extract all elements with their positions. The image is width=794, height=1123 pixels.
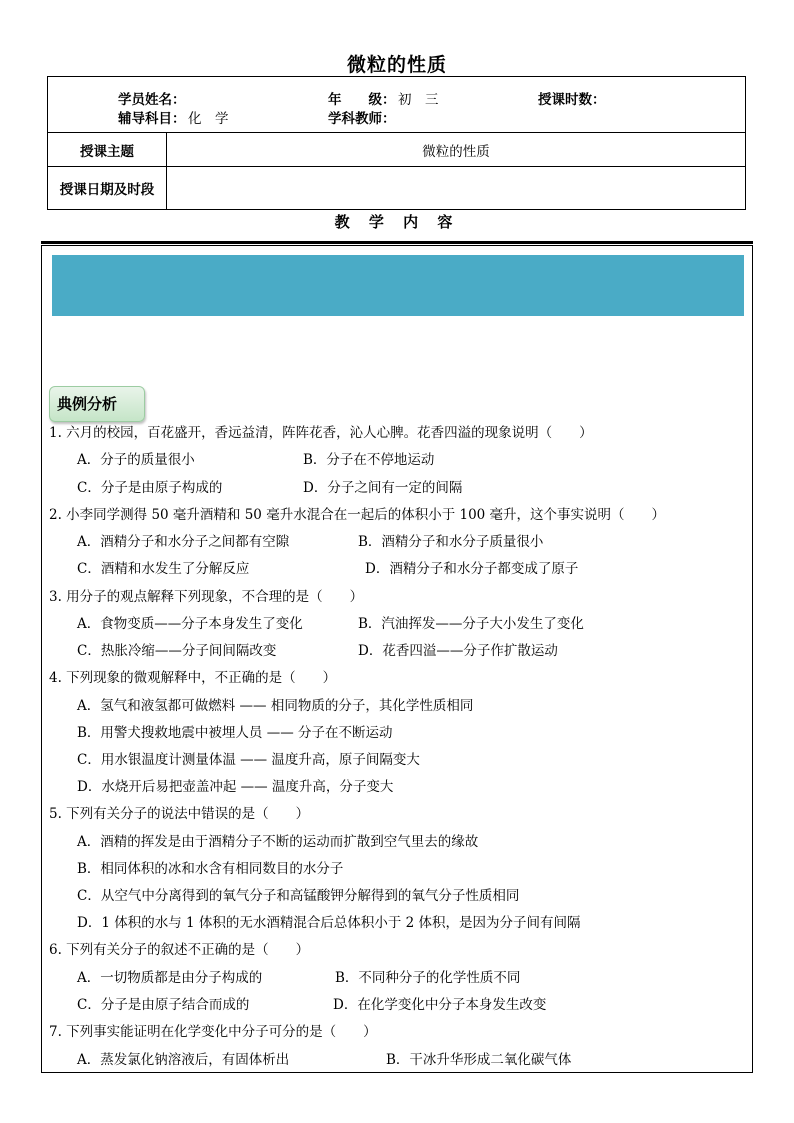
divider-thick bbox=[41, 241, 753, 244]
grade-value: 初 三 bbox=[398, 92, 439, 108]
option-4d: D．水烧开后易把壶盖冲起 —— 温度升高，分子变大 bbox=[77, 779, 394, 795]
question-5: 5. 下列有关分子的说法中错误的是（ ） bbox=[49, 806, 310, 822]
option-3d: D．花香四溢——分子作扩散运动 bbox=[358, 643, 558, 659]
option-6b: B．不同种分子的化学性质不同 bbox=[335, 970, 521, 986]
option-1d: D．分子之间有一定的间隔 bbox=[303, 480, 463, 496]
question-2: 2. 小李同学测得 50 毫升酒精和 50 毫升水混合在一起后的体积小于 100 毫升，这个事实说明（ ） bbox=[49, 507, 666, 523]
teacher-label: 学科教师： bbox=[328, 111, 396, 127]
topic-label: 授课主题 bbox=[48, 133, 167, 167]
option-4b: B．用警犬搜救地震中被埋人员 —— 分子在不断运动 bbox=[77, 725, 393, 741]
option-6c: C．分子是由原子结合而成的 bbox=[77, 997, 250, 1013]
option-5c: C．从空气中分离得到的氧气分子和高锰酸钾分解得到的氧气分子性质相同 bbox=[77, 888, 520, 904]
option-7a: A．蒸发氯化钠溶液后，有固体析出 bbox=[77, 1052, 290, 1068]
option-6a: A．一切物质都是由分子构成的 bbox=[77, 970, 263, 986]
subject-label: 辅导科目： bbox=[118, 111, 186, 127]
subject-value: 化 学 bbox=[188, 111, 229, 127]
option-5d: D．1 体积的水与 1 体积的无水酒精混合后总体积小于 2 体积，是因为分子间有间隔 bbox=[77, 915, 581, 931]
title-banner bbox=[52, 255, 744, 316]
option-1c: C．分子是由原子构成的 bbox=[77, 480, 223, 496]
question-4: 4. 下列现象的微观解释中，不正确的是（ ） bbox=[49, 670, 337, 686]
option-3b: B．汽油挥发——分子大小发生了变化 bbox=[358, 616, 584, 632]
option-3a: A．食物变质——分子本身发生了变化 bbox=[77, 616, 303, 632]
option-2b: B．酒精分子和水分子质量很小 bbox=[358, 534, 544, 550]
option-2d: D．酒精分子和水分子都变成了原子 bbox=[365, 561, 579, 577]
option-5b: B．相同体积的冰和水含有相同数目的水分子 bbox=[77, 861, 344, 877]
option-2c: C．酒精和水发生了分解反应 bbox=[77, 561, 250, 577]
option-5a: A．酒精的挥发是由于酒精分子不断的运动而扩散到空气里去的缘故 bbox=[77, 834, 479, 850]
option-2a: A．酒精分子和水分子之间都有空隙 bbox=[77, 534, 290, 550]
option-7b: B．干冰升华形成二氧化碳气体 bbox=[386, 1052, 572, 1068]
option-4c: C．用水银温度计测量体温 —— 温度升高，原子间隔变大 bbox=[77, 752, 420, 768]
document-title: 微粒的性质 bbox=[346, 54, 447, 76]
option-1b: B．分子在不停地运动 bbox=[303, 452, 435, 468]
date-label: 授课日期及时段 bbox=[48, 167, 167, 210]
question-6: 6. 下列有关分子的叙述不正确的是（ ） bbox=[49, 942, 310, 958]
question-7: 7. 下列事实能证明在化学变化中分子可分的是（ ） bbox=[49, 1024, 377, 1040]
section-heading: 教 学 内 容 bbox=[334, 213, 460, 231]
date-value bbox=[167, 167, 746, 210]
topic-value: 微粒的性质 bbox=[167, 133, 746, 167]
question-3: 3. 用分子的观点解释下列现象，不合理的是（ ） bbox=[49, 589, 364, 605]
question-1: 1. 六月的校园，百花盛开，香远益清，阵阵花香，沁人心脾。花香四溢的现象说明（ ） bbox=[49, 425, 593, 441]
grade-label: 年 级： bbox=[328, 92, 396, 108]
header-cell bbox=[48, 77, 746, 133]
student-name-label: 学员姓名： bbox=[118, 92, 186, 108]
option-1a: A．分子的质量很小 bbox=[77, 452, 195, 468]
lesson-count-label: 授课时数： bbox=[538, 92, 606, 108]
option-3c: C．热胀冷缩——分子间间隔改变 bbox=[77, 643, 277, 659]
option-6d: D．在化学变化中分子本身发生改变 bbox=[333, 997, 547, 1013]
example-analysis-tag: 典例分析 bbox=[49, 386, 145, 422]
info-table bbox=[47, 76, 746, 210]
option-4a: A．氢气和液氢都可做燃料 —— 相同物质的分子，其化学性质相同 bbox=[77, 698, 474, 714]
